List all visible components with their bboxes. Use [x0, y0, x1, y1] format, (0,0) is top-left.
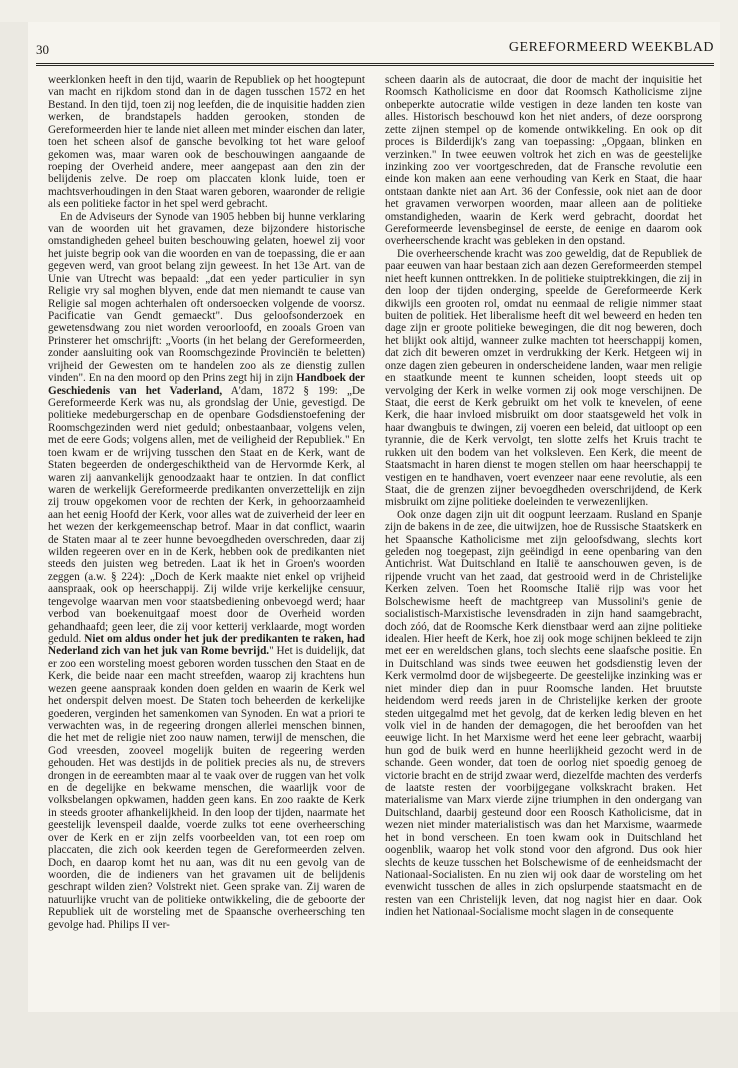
page-number: 30 [36, 42, 49, 57]
left-paragraph-2 [48, 211, 365, 931]
left-paragraph-2-bold-quote: Niet om aldus onder het juk der predikanten te raken, had Nederland zich van het juk van Rome bevrijd. [48, 632, 365, 658]
left-paragraph-2-part-a: En de Adviseurs der Synode van 1905 hebben bij hunne verklaring van de woorden uit het gravamen, deze bijzondere historische omstandigheden geheel buiten beschouwing gelaten, hoewel zij voor het juiste begrip ook van die woorden en van de toepassing, die er aan gegeven werd, van groot belang zijn geweest. In het 13e Art. van de Unie van Utrecht was bepaald: „dat een yeder particulier in syn Religie vry sal moghen blyven, ende dat men niemandt te cause van Religie sal mogen achterhalen oft ondersoecken volgende de voorsz. Pacificatie van Gendt gemaeckt". Dus geloofsonderzoek en gewetensdwang zou niet worden veroorloofd, en zooals Groen van Prinsterer het omschrijft: „Voorts (in het belang der Gereformeerden, zonder aansluiting ook van Roomschgezinde Provinciën te beletten) vrijheid der Gewesten om te handelen zoo als ze dienstig zullen vinden". En na den moord op den Prins zegt hij in zijn [48, 210, 365, 385]
left-paragraph-2-bold-title: Handboek der Geschiedenis van het Vaderland, [48, 372, 365, 397]
left-paragraph-2-part-c: " Het is duidelijk, dat er zoo een worsteling moest geboren worden tusschen den Staat en de Kerk, die beide naar een macht streefden, waarop zij krachtens hun wezen geene aanspraak konden doen gelden en waarin de Kerk wel het onderspit delven moest. De Staten toch beheerden de kerkelijke goederen, verginden het samenkomen van Synoden. En wat a priori te verwachten was, in de regeering drongen allerlei menschen binnen, die het met de religie niet zoo nauw namen, terwijl de menschen, die God vreesden, zooveel mogelijk buiten de regeering werden gehouden. Het was destijds in de politiek precies als nu, de strevers drongen in de eereambten maar al te vaak over de ruggen van het volk en de degelijke en bekwame menschen, die waarlijk voor de volksbelangen opkwamen, hadden geen kans. En zoo raakte de Kerk in steeds grooter afhankelijkheid. In den loop der tijden, naarmate het geestelijk levenspeil daalde, voerde zulks tot eene overheersching over de Kerk en er zijn zelfs voorbeelden van, tot een roep om placcaten, die zich ook keerden tegen de Gereformeerden zelven. Doch, en daarop komt het nu aan, was dit nu een gevolg van de woorden, die de indieners van het gravamen uit de belijdenis geschrapt wilden zien? Volstrekt niet. Geen sprake van. Zij waren de natuurlijke vrucht van de politieke ontwikkeling, die de geboorte der Republiek uit de worsteling met de Spaansche overheersching ten gevolge had. Philips II ver- [48, 645, 365, 931]
left-paragraph-2-part-b: A'dam, 1872 § 199: „De Gereformeerde Kerk was nu, als grondslag der Unie, gevestigd. De politieke medeburgerschap en de openbare Godsdienstoefening der Roomschgezinden werd niet geduld; onbestaanbaar, volgens velen, met de eere Gods; volgens allen, met de veiligheid der Republiek." En toen kwam er de wrijving tusschen den Staat en de Kerk, want de Staten begeerden de ondergeschiktheid van de Hervormde Kerk, al waren zij aanvankelijk genoodzaakt haar te ontzien. In dat conflict waren de werkelijk Gereformeerde predikanten onverzettelijk en zijn zij trouw opgekomen voor de rechten der Kerk, in gehoorzaamheid aan het eenig Hoofd der Kerk, voor alles wat de zuiverheid der leer en het wezen der kerkgemeenschap betrof. Maar in dat conflict, waarin de Staten maar al te zeer hunne bevoegdheden overschreden, daar zij wilden regeeren over en in de Kerk, hebben ook de predikanten niet steeds den juisten weg betreden. Laat ik het in Groen's woorden zeggen (a.w. § 224): „Doch de Kerk maakte niet enkel op vrijheid aanspraak, ook op heerschappij. Zij wilde vrije kerkelijke censuur, tengevolge waarvan men voor staatsbediening onbevoegd werd; haar verbod van boekenuitgaaf moest door de Overheid worden gehandhaafd; geen leer, die zij voor ketterij verklaarde, mogt worden geduld. [48, 384, 365, 645]
journal-title: GEREFORMEERD WEEKBLAD [508, 40, 714, 55]
text-columns [48, 74, 702, 998]
header-rule [36, 63, 714, 66]
document-page [28, 22, 720, 1012]
left-paragraph-1: weerklonken heeft in den tijd, waarin de Republiek op het hoogtepunt van macht en rijkdom stond dan in de dagen tusschen 1572 en het Bestand. In den tijd, toen zij nog leefden, die de inquisitie hadden zien werken, de brandstapels hadden gerooken, stonden de Gereformeerden hier te lande niet alleen met minder eischen dan later, toen het scheen alsof de gansche bevolking tot het ware geloof gekomen was, maar waren ook de beschouwingen aangaande de roeping der Overheid andere, meer aangepast aan den zin der belijdenis zelve. De roep om placcaten klonk luide, toen er machtsverhoudingen in den Staat waren geboren, waaronder de religie als een politieke factor in het spel werd gebracht. [48, 74, 365, 211]
right-paragraph-1: scheen daarin als de autocraat, die door de macht der inquisitie het Roomsch Katholicisme en door dat Roomsch Katholicisme zijne onbeperkte autocratie wilde vestigen in deze landen ten koste van alles. Historisch beschouwd kon het niet anders, of deze oorsprong zette zijnen stempel op de komende ontwikkeling. En ook op dit proces is Bilderdijk's zang van toepassing: „Opgaan, blinken en verzinken." In twee eeuwen voltrok het zich en was de geestelijke inzinking zoo ver voortgeschreden, dat de Fransche revolutie een einde kon maken aan eene verhouding van Kerk en Staat, die haar ontstaan dankte niet aan Art. 36 der Confessie, ook niet aan de door het gravamen verworpen woorden, maar alleen aan de politieke omstandigheden, waarin de Kerk werd gebracht, doordat het Gereformeerde levensbeginsel de eerste, de eenige en daarom ook overheerschende kracht was gebleken in den opstand. [385, 74, 702, 248]
left-column [48, 74, 365, 998]
scan-margin-bottom [0, 1012, 738, 1068]
page-header [36, 38, 714, 60]
scan-margin-left [0, 22, 28, 1068]
right-paragraph-2: Die overheerschende kracht was zoo geweldig, dat de Republiek de paar eeuwen van haar bestaan zich aan dezen Gereformeerden stempel niet heeft kunnen onttrekken. In de politieke stuiptrekkingen, die zij in den loop der tijden onderging, speelde de Gereformeerde Kerk dikwijls een grooten rol, omdat nu eenmaal de religie nimmer staat buiten de politiek. Het liberalisme heeft dit wel beweerd en heden ten dage zijn er groote politieke bewegingen, die dit nog beweren, doch het blijkt ook altijd, wanneer zulke machten tot heerschappij komen, dat zich dit beweren omzet in verdrukking der Kerk. Hetgeen wij in onze dagen zien gebeuren in onderscheidene landen, waar men religie en staatkunde meent te kunnen scheiden, loopt steeds uit op vervolging der Kerk in welke vormen zij ook moge verschijnen. De Staat, die eerst de Kerk gebruikt om het volk te knevelen, of eene Kerk, die haar invloed misbruikt om door staatsgeweld het volk in haar dwangbuis te dwingen, zij voeren een beleid, dat uitloopt op een tyrannie, die de Kerk vervolgt, ten slotte zelfs het Kruis tracht te rukken uit den bodem van het volksleven. Een Kerk, die meent de Staatsmacht in haren dienst te mogen stellen om haar heerschappij te vestigen en te handhaven, voert evenzeer naar eene revolutie, als een Staat, die de grenzen zijner bevoegdheden overschrijdend, de Kerk misbruikt om zijne politieke doeleinden te verwezenlijken. [385, 247, 702, 509]
right-paragraph-3: Ook onze dagen zijn uit dit oogpunt leerzaam. Rusland en Spanje zijn de bakens in de zee, die uitwijzen, hoe de Russische Staatskerk en het Spaansche Katholicisme met zijn geloofsdwang, slechts kort geleden nog toegepast, zijn geëindigd in eene openbaring van den Antichrist. Wat Duitschland en Italië te aanschouwen geven, is de rijpende vrucht van het zaad, dat gestrooid werd in de Christelijke Kerken zelven. Toen het Roomsche Italië rijp was voor het Bolschewisme heeft de machtgreep van Mussolini's genie de socialistisch-Marxistische levensdraden in zijn hand saamgebracht, doch zóó, dat de Roomsche Kerk dienstbaar werd aan zijne politieke idealen. Hier heeft de Kerk, hoe zij ook moge schijnen bekleed te zijn met eer en wereldschen glans, toch slechts eene slaafsche positie. En in Duitschland was sinds twee eeuwen het godsdienstig leven der Kerk vermolmd door de wijsbegeerte. De geestelijke inzinking was er niet minder diep dan in puur Roomsche landen. Het bruutste heidendom werd reeds jaren in de Christelijke kerken der groote steden uitgegalmd met het gevolg, dat de kerken ledig bleven en het volk viel in de handen der demagogen, die het beroofden van het eeuwige licht. In het Marxisme werd het eene leer gebracht, waarbij hun god de buik werd en hunne heerlijkheid gezocht werd in de schande. Geen wonder, dat toen de oorlog niet spoedig genoeg de victorie bracht en de strijd zwaar werd, diezelfde machten des verderfs de laatste resten der voorbijgegane volkskracht braken. Het materialisme van Marx vierde zijne triumphen in den ondergang van Duitschland, daarbij gesteund door een Roosch Katholicisme, dat in wezen niet minder materialistisch was dan het Marxisme, waarmede het in bond verscheen. En toen kwam ook in Duitschland het oogenblik, waarop het volk stond voor den afgrond. Dus ook hier slechts de keuze tusschen het Bolschewisme of de eenheidsmacht der Nationaal-Socialisten. En nu zien wij ook daar de worsteling om het evenwicht tusschen de alles in zich opslurpende staatsmacht en de resten van een Christelijk leven, dat nog nagist hier en daar. Ook indien het Nationaal-Socialisme mocht slagen in de consequente [385, 508, 702, 919]
right-column [385, 74, 702, 998]
